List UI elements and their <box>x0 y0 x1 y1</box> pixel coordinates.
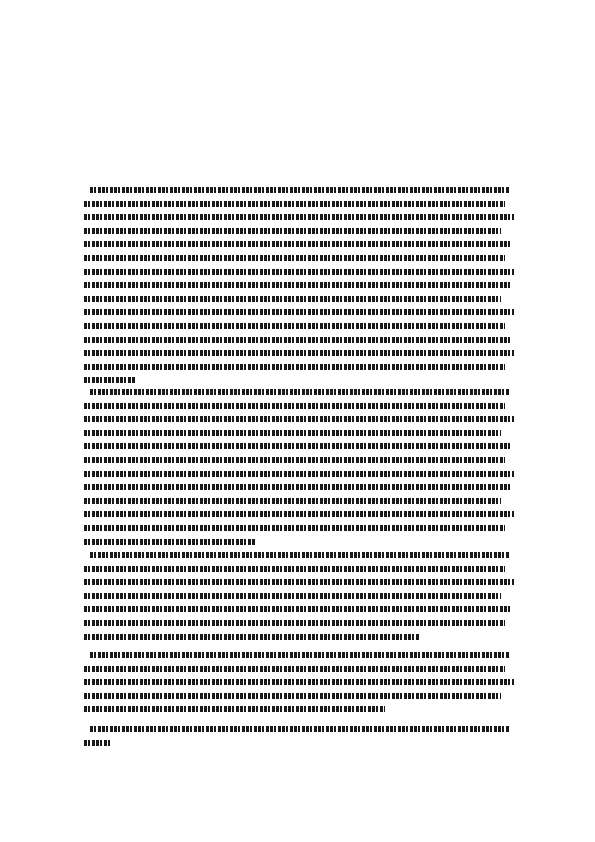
text-line-fill <box>84 539 256 545</box>
text-line-fill <box>84 323 505 329</box>
text-line <box>84 480 514 494</box>
text-line-fill <box>84 337 510 343</box>
paragraph <box>84 183 514 387</box>
text-line-fill <box>84 471 514 477</box>
text-line-fill <box>84 416 514 422</box>
text-line-fill <box>84 606 510 612</box>
text-line-fill <box>90 389 510 395</box>
text-line-fill <box>84 201 505 207</box>
text-line-fill <box>84 443 510 449</box>
text-line <box>84 521 514 535</box>
text-line <box>84 439 514 453</box>
text-line-fill <box>84 269 514 275</box>
text-line <box>84 346 514 360</box>
text-line <box>84 360 514 374</box>
text-line-fill <box>84 498 501 504</box>
text-line-fill <box>84 241 510 247</box>
text-line-fill <box>84 525 505 531</box>
text-line <box>84 675 514 689</box>
text-line-fill <box>90 552 510 558</box>
text-line-fill <box>90 652 510 658</box>
text-line-fill <box>84 740 110 746</box>
text-line <box>84 183 514 197</box>
text-line-fill <box>84 679 514 685</box>
text-line <box>84 736 514 750</box>
text-line-fill <box>84 693 501 699</box>
text-line-fill <box>84 430 501 436</box>
text-line <box>84 630 514 644</box>
text-line <box>84 426 514 440</box>
text-line <box>84 197 514 211</box>
text-line <box>84 210 514 224</box>
text-line <box>84 319 514 333</box>
text-line <box>84 399 514 413</box>
text-line-fill <box>84 457 505 463</box>
text-line <box>84 535 514 549</box>
text-line-fill <box>84 282 510 288</box>
text-line-fill <box>84 634 419 640</box>
paragraph <box>84 385 514 548</box>
text-line <box>84 224 514 238</box>
text-line <box>84 507 514 521</box>
text-line <box>84 237 514 251</box>
text-line-fill <box>84 377 136 383</box>
text-line-fill <box>90 187 510 193</box>
text-line-fill <box>84 364 505 370</box>
text-line <box>84 722 514 736</box>
text-line <box>84 648 514 662</box>
text-line <box>84 702 514 716</box>
text-line <box>84 689 514 703</box>
paragraph <box>84 722 514 749</box>
text-line-fill <box>84 214 514 220</box>
text-line <box>84 251 514 265</box>
text-line <box>84 494 514 508</box>
text-line <box>84 453 514 467</box>
text-line <box>84 467 514 481</box>
text-line <box>84 385 514 399</box>
text-line-fill <box>84 620 505 626</box>
text-line <box>84 602 514 616</box>
text-line <box>84 292 514 306</box>
text-line <box>84 265 514 279</box>
text-line <box>84 278 514 292</box>
text-line <box>84 589 514 603</box>
text-line-fill <box>84 309 514 315</box>
text-line-fill <box>84 706 385 712</box>
text-line-fill <box>84 255 505 261</box>
text-line <box>84 575 514 589</box>
text-line-fill <box>84 511 514 517</box>
paragraph <box>84 548 514 643</box>
text-line <box>84 548 514 562</box>
text-line-fill <box>84 566 505 572</box>
text-line-fill <box>84 228 501 234</box>
text-line <box>84 616 514 630</box>
text-line <box>84 333 514 347</box>
text-line-fill <box>84 350 514 356</box>
text-line <box>84 305 514 319</box>
text-line-fill <box>84 666 505 672</box>
text-line-fill <box>90 726 510 732</box>
text-line-fill <box>84 296 501 302</box>
text-line-fill <box>84 403 505 409</box>
text-line <box>84 412 514 426</box>
paragraph <box>84 648 514 716</box>
text-line <box>84 562 514 576</box>
text-line <box>84 662 514 676</box>
text-line-fill <box>84 579 514 585</box>
text-line-fill <box>84 484 510 490</box>
text-line-fill <box>84 593 501 599</box>
